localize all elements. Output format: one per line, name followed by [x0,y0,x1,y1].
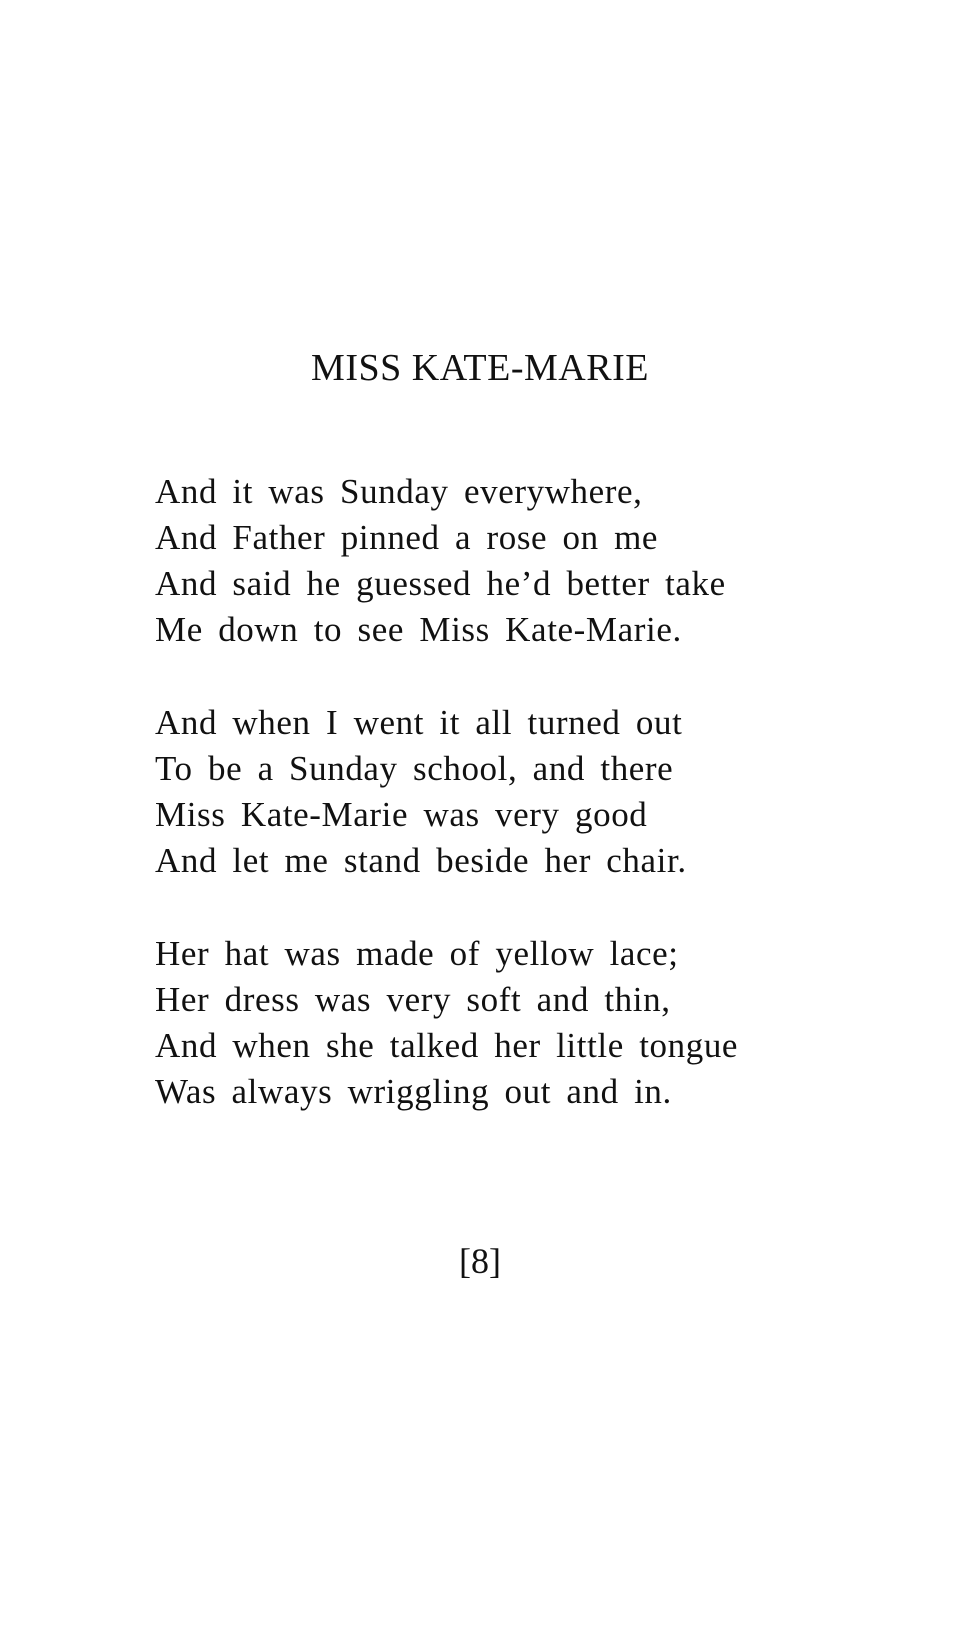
stanza-3 [155,931,915,1115]
poem-line: And let me stand beside her chair. [155,841,687,880]
poem-line: Was always wriggling out and in. [155,1072,672,1111]
poem-line: Miss Kate-Marie was very good [155,795,648,834]
poem-line: And said he guessed he’d better take [155,564,726,603]
poem-line: And it was Sunday everywhere, [155,472,643,511]
poem-line: Her hat was made of yellow lace; [155,934,679,973]
poem-line: And when I went it all turned out [155,703,683,742]
poem-title: MISS KATE-MARIE [311,347,649,389]
poem-line: And when she talked her little tongue [155,1026,739,1065]
poem-line: Me down to see Miss Kate-Marie. [155,610,682,649]
poem-line: Her dress was very soft and thin, [155,980,671,1019]
poem-line: And Father pinned a rose on me [155,518,659,557]
poem-line: To be a Sunday school, and there [155,749,674,788]
page-number: [8] [459,1241,501,1281]
stanza-1 [155,469,915,653]
poem-body [155,469,915,1162]
stanza-2 [155,700,915,884]
